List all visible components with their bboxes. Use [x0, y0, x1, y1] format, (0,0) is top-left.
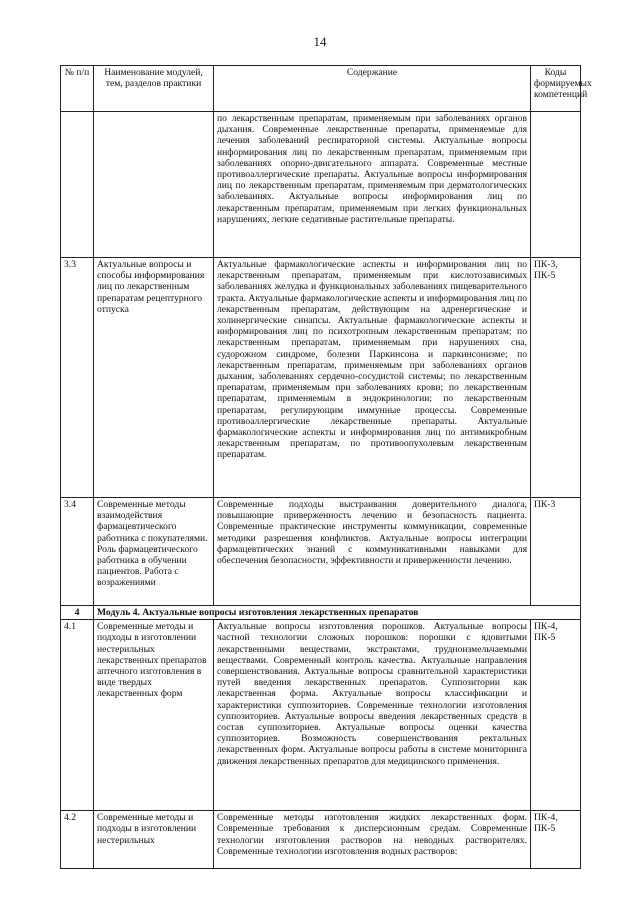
row-codes	[531, 112, 581, 258]
row-codes: ПК-4, ПК-5	[531, 620, 581, 811]
row-content: Актуальные вопросы изготовления порошков. Актуальные вопросы частной технологии сложных порошков: порошки с ядовитыми лекарственными веществами, экстрактами, трудноизмельчаемыми веществами. Современный контроль качества. Актуальные направления совершенствования. Актуальные вопросы сравнительной характеристики путей введения лекарственных препаратов. Суппозитории как лекарственная форма. Актуальные вопросы классификации и характеристики суппозиториев. Современные технологии изготовления суппозиториев. Актуальные вопросы введения лекарственных средств в состав суппозиториев. Актуальные вопросы оценки качества суппозиториев. Возможность совершенствования ректальных лекарственных форм. Актуальные вопросы работы в системе мониторинга движения лекарственных препаратов для медицинского применения.	[214, 620, 531, 811]
header-number: № п/п	[61, 66, 94, 112]
table-row	[61, 620, 581, 811]
row-number	[61, 112, 94, 258]
row-module: Современные методы взаимодействия фармацевтического работника с покупателями. Роль фармацевтического работника в обучении пациентов. Работа с возражениями	[94, 498, 214, 606]
table-row	[61, 498, 581, 606]
row-codes: ПК-3	[531, 498, 581, 606]
row-module	[94, 112, 214, 258]
table-row	[61, 112, 581, 258]
row-codes: ПК-4, ПК-5	[531, 811, 581, 869]
table-header-row	[61, 66, 581, 112]
module-title: Модуль 4. Актуальные вопросы изготовления лекарственных препаратов	[94, 606, 581, 620]
row-module: Современные методы и подходы в изготовлении нестерильных лекарственных препаратов аптечного изготовления в виде твердых лекарственных форм	[94, 620, 214, 811]
row-content: по лекарственным препаратам, применяемым при заболеваниях органов дыхания. Современные лекарственные препараты, применяемые для лечения заболеваний респираторной системы. Актуальные вопросы информирования лиц по лекарственным препаратам, применяемым при заболеваниях опорно-двигательного аппарата. Современные местные противоаллергические препараты. Актуальные вопросы информирования лиц по лекарственным препаратам, применяемым при дерматологических заболеваниях. Актуальные вопросы информирования лиц по лекарственным препаратам, применяемым при легких функциональных нарушениях, легкие седативные растительные препараты.	[214, 112, 531, 258]
row-module: Современные методы и подходы в изготовлении нестерильных	[94, 811, 214, 869]
module-heading-row	[61, 606, 581, 620]
row-number: 3.3	[61, 258, 94, 498]
row-content: Актуальные фармакологические аспекты и информирования лиц по лекарственным препаратам, применяемым при кислотозависимых заболеваниях желудка и функциональных заболеваниях пищеварительного тракта. Актуальные фармакологические аспекты и информирования лиц по лекарственным препаратам, действующим на адренергические и холинергические синапсы. Актуальные фармакологические аспекты и информирования лиц по психотропным лекарственным препаратам; по лекарственным препаратам, применяемым при нарушениях сна, судорожном синдроме, болезни Паркинсона и паркинсонизме; по лекарственным препаратам, применяемым при заболеваниях органов дыхания, заболеваниях сердечно-сосудистой системы; по лекарственным препаратам, применяемым при заболеваниях крови; по лекарственным препаратам, применяемым в эндокринологии; по лекарственным препаратам, регулирующим иммунные процессы. Современные противоаллергические лекарственные препараты. Актуальные фармакологические аспекты и информирования лиц по антимикробным лекарственным препаратам, по противоопухолевым лекарственным препаратам.	[214, 258, 531, 498]
row-number: 4.2	[61, 811, 94, 869]
module-number: 4	[61, 606, 94, 620]
row-number: 3.4	[61, 498, 94, 606]
row-content: Современные подходы выстраивания доверительного диалога, повышающие приверженность лечению и безопасность пациента. Современные практические инструменты коммуникации, современные методики разрешения конфликтов. Актуальные вопросы интеграции фармацевтических знаний с коммуникативными навыками для обеспечения безопасности, эффективности и приверженности лечению.	[214, 498, 531, 606]
page-number: 14	[313, 34, 327, 49]
header-module: Наименование модулей, тем, разделов практики	[94, 66, 214, 112]
table-row	[61, 811, 581, 869]
curriculum-table	[60, 65, 592, 869]
row-content: Современные методы изготовления жидких лекарственных форм. Современные требования к дисперсионным средам. Современные технологии изготовления растворов на неводных растворителях. Современные технологии изготовления водных растворов:	[214, 811, 531, 869]
header-codes: Коды формируемых компетенций	[531, 66, 581, 112]
row-module: Актуальные вопросы и способы информирования лиц по лекарственным препаратам рецептурного отпуска	[94, 258, 214, 498]
row-number: 4.1	[61, 620, 94, 811]
table-row	[61, 258, 581, 498]
row-codes: ПК-3, ПК-5	[531, 258, 581, 498]
header-content: Содержание	[214, 66, 531, 112]
